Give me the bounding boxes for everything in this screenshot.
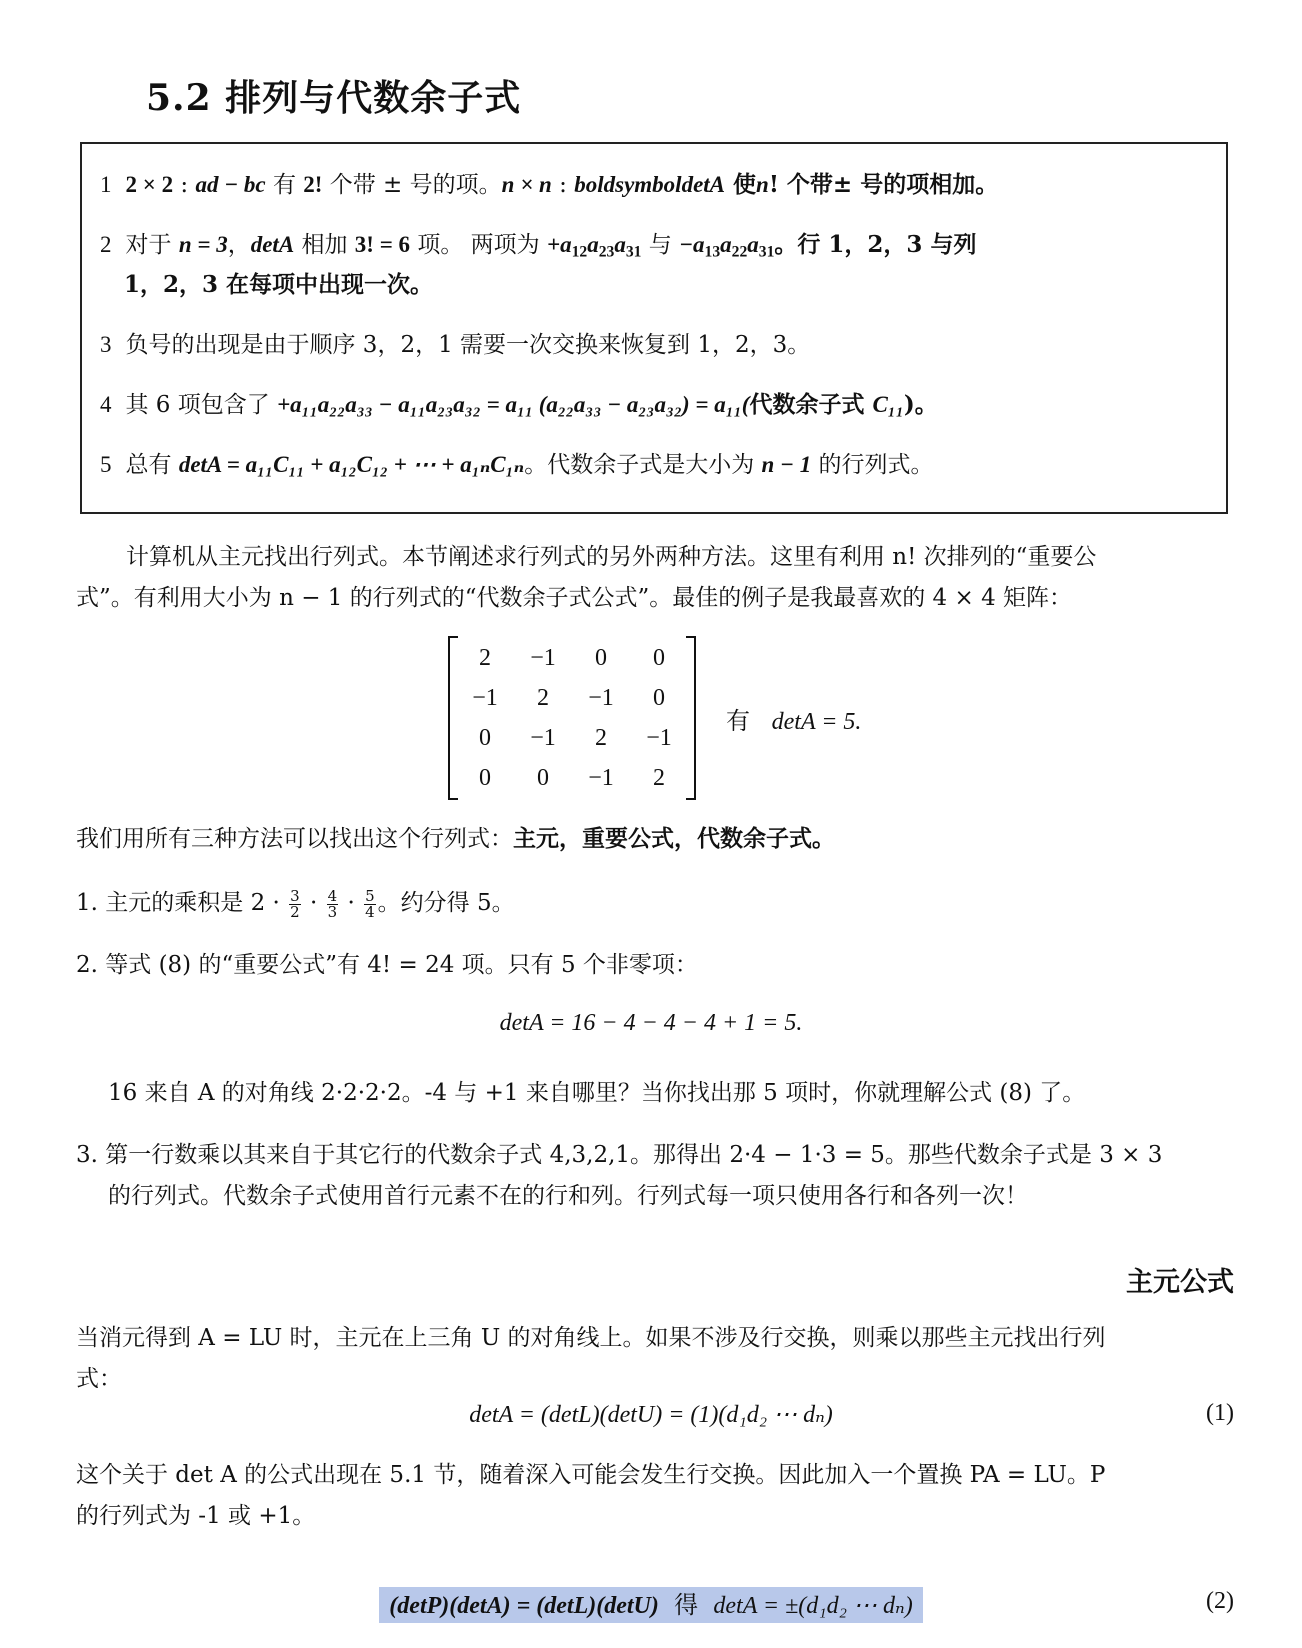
matrix-cell: 0: [595, 645, 607, 671]
matrix-cell: −1: [588, 685, 614, 711]
matrix-cell: 0: [479, 725, 491, 751]
equation-2: [0, 1585, 1302, 1620]
methods-intro: 我们用所有三种方法可以找出这个行列式：主元，重要公式，代数余子式。: [76, 825, 835, 852]
pivot-paragraph-2: 这个关于 det A 的公式出现在 5.1 节，随着深入可能会发生行交换。因此加入一个置换 PA = LU。P 的行列式为 -1 或 +1。: [76, 1462, 1106, 1529]
list-item-2: 2. 等式 (8) 的“重要公式”有 4! = 24 项。只有 5 个非零项：: [76, 952, 698, 978]
matrix-cell: 0: [653, 685, 665, 711]
subsection-heading: 主元公式: [1126, 1267, 1234, 1298]
summary-item-3: 3 负号的出现是由于顺序 3，2，1 需要一次交换来恢复到 1，2，3。: [100, 332, 811, 358]
summary-item-5: 5 总有 detA = a₁₁C₁₁ + a₁₂C₁₂ + ⋯ + a₁ₙC₁ₙ。代数余子式是大小为 n − 1 的行列式。: [100, 452, 934, 478]
matrix-cell: −1: [588, 765, 614, 791]
matrix-cell: 0: [479, 765, 491, 791]
example-matrix: [448, 636, 861, 800]
section-title: [146, 70, 521, 121]
matrix-cell: −1: [530, 725, 556, 751]
summary-item-2-cont: 1，2，3 在每项中出现一次。: [124, 271, 434, 298]
summary-item-1: 1 2 × 2 : ad − bc 有 2! 个带 ± 号的项。n × n : boldsymboldetA 使n! 个带± 号的项相加。: [100, 171, 999, 198]
equation-1: detA = (detL)(detU) = (1)(d₁d₂ ⋯ dₙ): [469, 1402, 833, 1428]
fraction-3-2: $\frac{3}{2}$: [290, 886, 300, 921]
matrix-cell: −1: [472, 685, 498, 711]
fraction-4-3: $\frac{4}{3}$: [327, 886, 338, 921]
equation-1-number: (1): [1206, 1400, 1234, 1426]
summary-item-4: 4 其 6 项包含了 +a₁₁a₂₂a₃₃ − a₁₁a₂₃a₃₂ = a₁₁ (a₂₂a₃₃ − a₂₃a₃₂) = a₁₁(代数余子式 C₁₁)。: [100, 391, 938, 418]
section-title-text: 排列与代数余子式: [225, 77, 522, 119]
equation-2-number: (2): [1206, 1588, 1234, 1614]
matrix-cell: 2: [537, 685, 549, 711]
summary-box: [80, 142, 1228, 514]
list-item-2-note: 16 来自 A 的对角线 2·2·2·2。-4 与 +1 来自哪里？当你找出那 5 项时，你就理解公式 (8) 了。: [108, 1080, 1086, 1106]
fraction-5-4: $\frac{5}{4}$: [365, 886, 375, 921]
matrix-cell: −1: [646, 725, 672, 751]
matrix-cell: 2: [595, 725, 607, 751]
section-number: 5.2: [146, 77, 212, 119]
pivot-paragraph-1: 当消元得到 A = LU 时，主元在上三角 U 的对角线上。如果不涉及行交换，则乘以那些主元找出行列 式：: [76, 1325, 1106, 1392]
matrix-cell: 2: [653, 765, 665, 791]
list-item-3: 3. 第一行数乘以其来自于其它行的代数余子式 4,3,2,1。那得出 2·4 − 1·3 = 5。那些代数余子式是 3 × 3 的行列式。代数余子式使用首行元素不在的行和列。行列式每一项只使用各行和各列一次！: [76, 1142, 1163, 1209]
intro-paragraph: 计算机从主元找出行列式。本节阐述求行列式的另外两种方法。这里有利用 n! 次排列的“重要公 式”。有利用大小为 n − 1 的行列式的“代数余子式公式”。最佳的例子是我最喜欢的 4 × 4 矩阵：: [76, 544, 1097, 611]
matrix-cell: −1: [530, 645, 556, 671]
list-item-1: 1. 主元的乘积是 2 · $\frac{3}{2}$ · $\frac{4}{3}$ · $\frac{5}{4}$ 。约分得 5。: [76, 886, 515, 921]
matrix-cell: 0: [653, 645, 665, 671]
matrix-cell: 0: [537, 765, 549, 791]
equation-det-sum: detA = 16 − 4 − 4 − 4 + 1 = 5.: [499, 1010, 803, 1036]
matrix-result: 有 detA = 5.: [726, 706, 862, 735]
matrix-cell: 2: [479, 645, 491, 671]
matrix-grid: [448, 636, 696, 800]
equation-2-highlight: (detP)(detA) = (detL)(detU) 得 detA = ±(d₁d₂ ⋯ dₙ): [379, 1587, 922, 1623]
summary-item-2: 2 对于 n = 3，detA 相加 3! = 6 项。 两项为 $+a_{12}a_{23}a_{31}$ 与 $-a_{13}a_{22}a_{31}$。行 1，2，3 与列: [100, 231, 977, 261]
